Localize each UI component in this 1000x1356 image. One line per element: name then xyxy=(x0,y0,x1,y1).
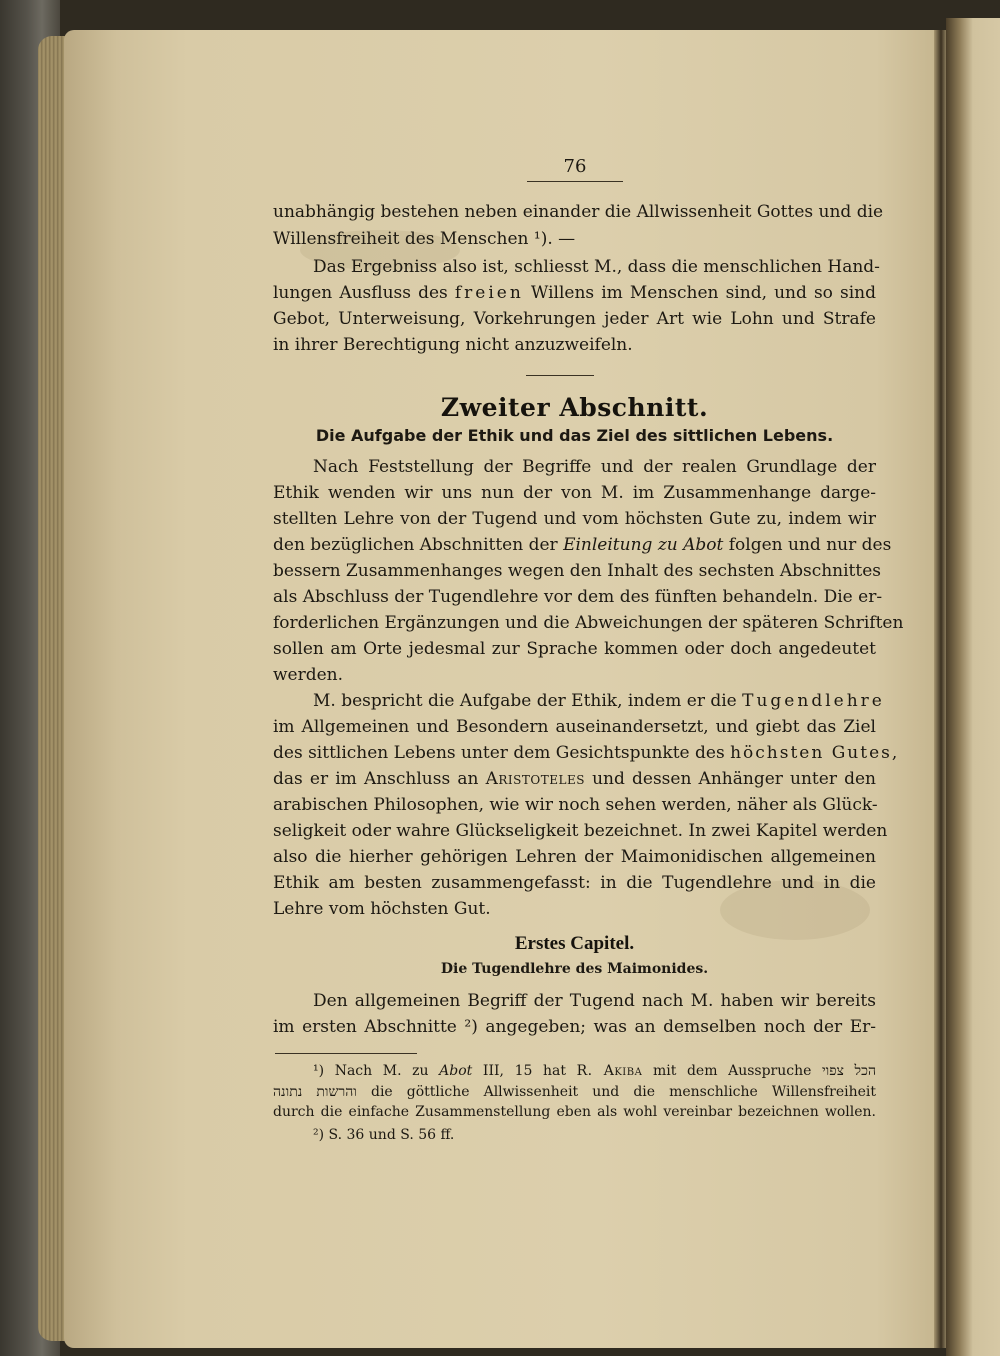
text-line: Ethik wenden wir uns nun der von M. im Zusammenhange darge- xyxy=(273,483,876,503)
text-line: in ihrer Berechtigung nicht anzuzweifeln. xyxy=(273,335,633,355)
author-name-smallcaps: R. Akiba xyxy=(576,1063,643,1079)
text-line: forderlichen Ergänzungen und die Abweichungen der späteren Schriften xyxy=(273,613,904,633)
emphasis-spaced: Tugendlehre xyxy=(742,691,885,711)
text-line: im Allgemeinen und Besondern auseinandersetzt, und giebt das Ziel xyxy=(273,717,876,737)
text-line: Den allgemeinen Begriff der Tugend nach M. haben wir bereits xyxy=(313,991,876,1011)
text-line: Nach Feststellung der Begriffe und der realen Grundlage der xyxy=(313,457,876,477)
text-run: M. bespricht die Aufgabe der Ethik, indem er die xyxy=(313,691,743,711)
text-run: lungen Ausfluss des xyxy=(273,283,455,303)
text-line: als Abschluss der Tugendlehre vor dem des fünften behandeln. Die er- xyxy=(273,587,883,607)
text-line: also die hierher gehörigen Lehren der Maimonidischen allgemeinen xyxy=(273,847,876,867)
text-run: III, 15 hat xyxy=(472,1063,577,1079)
text-line: stellten Lehre von der Tugend und vom höchsten Gute zu, indem wir xyxy=(273,509,876,529)
text-run: des sittlichen Lebens unter dem Gesichtspunkte des xyxy=(273,743,731,763)
text-line: Gebot, Unterweisung, Vorkehrungen jeder Art wie Lohn und Strafe xyxy=(273,309,876,329)
text-line: im ersten Abschnitte ²) angegeben; was an demselben noch der Er- xyxy=(273,1017,876,1037)
emphasis-spaced: höchsten Gutes, xyxy=(730,743,900,763)
text-line: werden. xyxy=(273,665,344,685)
text-run: Willens im Menschen sind, und so sind xyxy=(523,283,876,303)
section-subtitle: Die Aufgabe der Ethik und das Ziel des sittlichen Lebens. xyxy=(315,426,834,445)
text-line xyxy=(273,280,876,306)
text-line: bessern Zusammenhanges wegen den Inhalt des sechsten Abschnittes xyxy=(273,561,882,581)
text-line: Willensfreiheit des Menschen ¹). — xyxy=(273,229,576,249)
footnote-rule xyxy=(275,1053,417,1054)
page-number: 76 xyxy=(563,156,587,177)
author-name-smallcaps: Aristoteles xyxy=(485,769,585,789)
page-number-rule xyxy=(527,181,623,182)
text-line: Lehre vom höchsten Gut. xyxy=(273,899,491,919)
text-line xyxy=(273,532,892,558)
text-run: die göttliche Allwissenheit und die menschliche Willensfreiheit xyxy=(356,1084,876,1100)
work-title-italic: Einleitung zu Abot xyxy=(563,535,724,555)
facing-page-edge xyxy=(946,18,1000,1356)
chapter-subtitle: Die Tugendlehre des Maimonides. xyxy=(440,961,709,977)
text-line: arabischen Philosophen, wie wir noch sehen werden, näher als Glück- xyxy=(273,795,878,815)
section-separator xyxy=(526,375,594,376)
work-title-italic: Abot xyxy=(439,1063,473,1079)
hebrew-text: הכל צפוי xyxy=(822,1063,876,1079)
text-line xyxy=(273,740,900,766)
text-run: ¹) Nach M. zu xyxy=(313,1063,440,1079)
text-line: seligkeit oder wahre Glückseligkeit bezeichnet. In zwei Kapitel werden xyxy=(273,821,888,841)
footnote-line xyxy=(273,1082,876,1102)
text-line: sollen am Orte jedesmal zur Sprache kommen oder doch angedeutet xyxy=(273,639,876,659)
text-line: Ethik am besten zusammengefasst: in die Tugendlehre und in die xyxy=(273,873,876,893)
text-run: mit dem Ausspruche xyxy=(642,1063,823,1079)
footnote-line: ²) S. 36 und S. 56 ff. xyxy=(313,1127,455,1143)
text-run: folgen und nur des xyxy=(723,535,892,555)
section-title: Zweiter Abschnitt. xyxy=(440,393,709,422)
footnote-line: durch die einfache Zusammenstellung eben als wohl vereinbar bezeichnen wollen. xyxy=(273,1104,876,1120)
text-line xyxy=(273,766,876,792)
text-line xyxy=(313,688,885,714)
text-run: den bezüglichen Abschnitten der xyxy=(273,535,564,555)
chapter-title: Erstes Capitel. xyxy=(514,933,635,954)
footnote-line xyxy=(313,1061,876,1081)
text-line: unabhängig bestehen neben einander die Allwissenheit Gottes und die xyxy=(273,202,884,222)
text-run: das er im Anschluss an xyxy=(273,769,486,789)
emphasis-spaced: freien xyxy=(454,283,524,303)
text-run: und dessen Anhänger unter den xyxy=(584,769,876,789)
text-line: Das Ergebniss also ist, schliesst M., dass die menschlichen Hand- xyxy=(313,257,880,277)
hebrew-text: והרשות נתונה xyxy=(273,1084,357,1100)
